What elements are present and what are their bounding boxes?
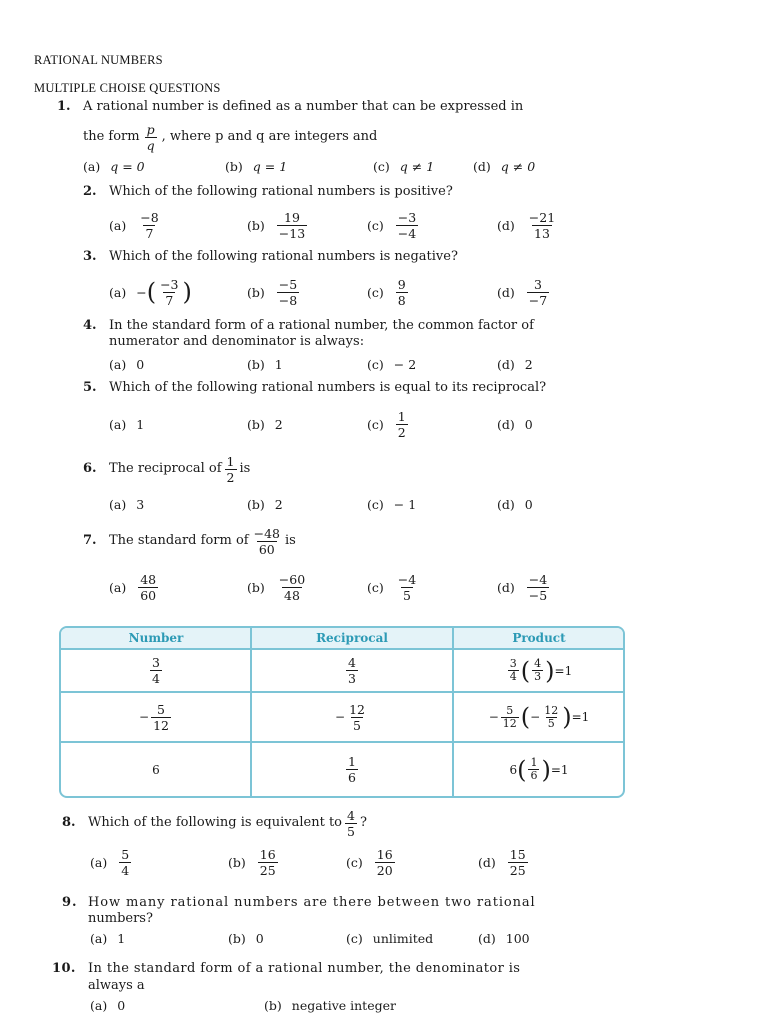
question-number: 3. <box>83 249 97 264</box>
option-a[interactable]: (a) 1 <box>90 930 126 946</box>
question-text: A rational number is defined as a number that can be expressed in <box>83 99 524 114</box>
question-7 <box>83 524 296 558</box>
option-d[interactable]: (d) 0 <box>497 416 533 432</box>
question-6 <box>83 452 250 486</box>
question-text: Which of the following is equivalent to <box>88 815 342 830</box>
option-c[interactable]: (c) q ≠ 1 <box>373 158 435 174</box>
option-b[interactable]: (b) $\frac{19}{-13}$ <box>247 209 306 241</box>
option-a[interactable]: (a) − ( $\frac{-3}{7}$ ) <box>109 276 192 308</box>
question-9 <box>62 895 536 911</box>
question-text: Which of the following rational numbers is negative? <box>109 249 458 264</box>
table-cell-number: $\frac{3}{4}$ <box>152 655 160 686</box>
question-5 <box>83 380 546 396</box>
question-number: 9. <box>62 895 78 910</box>
fraction: $\frac{-48}{60}$ <box>253 525 280 557</box>
question-4 <box>83 318 534 334</box>
question-4-line2: numerator and denominator is always: <box>109 334 365 349</box>
question-text: In the standard form of a rational number, the denominator is <box>88 961 521 976</box>
option-d[interactable]: (d) 2 <box>497 356 533 372</box>
table-cell-reciprocal: − $\frac{12}{5}$ <box>335 701 365 733</box>
option-c[interactable]: (c) − 2 <box>367 356 417 372</box>
option-a[interactable]: (a) 0 <box>90 997 126 1013</box>
option-d[interactable]: (d) $\frac{3}{-7}$ <box>497 276 548 308</box>
question-10-line2: always a <box>88 978 145 993</box>
page-title: RATIONAL NUMBERS <box>34 53 163 67</box>
option-b[interactable]: (b) 0 <box>228 930 264 946</box>
question-text: , where p and q are integers and <box>161 129 378 144</box>
question-text: The standard form of <box>109 533 249 548</box>
table-cell-product: 6 ( $\frac{1}{6}$ ) =1 <box>509 755 569 784</box>
option-a[interactable]: (a) q = 0 <box>83 158 145 174</box>
fraction: $\frac{1}{2}$ <box>226 453 235 485</box>
option-a[interactable]: (a) $\frac{-8}{7}$ <box>109 209 159 241</box>
table-cell-product: − $\frac{5}{12}$ ( − $\frac{12}{5}$ ) =1 <box>488 703 590 731</box>
option-d[interactable]: (d) 0 <box>497 496 533 512</box>
option-d[interactable]: (d) 100 <box>478 930 530 946</box>
table-cell-number: 6 <box>152 762 160 777</box>
fraction: $\frac{p}{q}$ <box>146 121 155 153</box>
option-c[interactable]: (c) − 1 <box>367 496 417 512</box>
question-text: is <box>284 533 296 548</box>
table-cell-reciprocal: $\frac{4}{3}$ <box>348 655 356 686</box>
question-text: The reciprocal of <box>109 461 222 476</box>
table-cell-reciprocal: $\frac{1}{6}$ <box>348 754 356 785</box>
fraction: $\frac{4}{5}$ <box>347 807 355 839</box>
question-number: 7. <box>83 533 97 548</box>
column-header-product: Product <box>453 628 625 648</box>
question-text: the form <box>83 129 140 144</box>
option-b[interactable]: (b) $\frac{-5}{-8}$ <box>247 276 298 308</box>
option-d[interactable]: (d) q ≠ 0 <box>473 158 536 174</box>
reciprocal-table <box>59 626 625 798</box>
option-d[interactable]: (d) $\frac{-21}{13}$ <box>497 209 556 241</box>
question-number: 2. <box>83 184 97 199</box>
column-header-number: Number <box>61 628 251 648</box>
table-cell-number: − $\frac{5}{12}$ <box>139 701 169 733</box>
question-10 <box>52 961 520 977</box>
option-a[interactable]: (a) 0 <box>109 356 145 372</box>
option-c[interactable]: (c) unlimited <box>346 930 434 946</box>
option-c[interactable]: (c) $\frac{9}{8}$ <box>367 276 406 308</box>
question-text: ? <box>359 815 367 830</box>
option-c[interactable]: (c) $\frac{-3}{-4}$ <box>367 209 417 241</box>
question-text: Which of the following rational numbers is equal to its reciprocal? <box>109 380 547 395</box>
option-b[interactable]: (b) q = 1 <box>225 158 288 174</box>
question-number: 10. <box>52 961 76 976</box>
question-9-line2: numbers? <box>88 911 153 926</box>
table-cell-product: $\frac{3}{4}$ ( $\frac{4}{3}$ ) =1 <box>509 656 573 685</box>
question-3 <box>83 249 458 265</box>
option-a[interactable]: (a) 3 <box>109 496 145 512</box>
option-c[interactable]: (c) $\frac{-4}{5}$ <box>367 571 417 603</box>
question-1 <box>57 99 523 115</box>
option-d[interactable]: (d) $\frac{15}{25}$ <box>478 846 526 878</box>
question-number: 8. <box>62 815 76 830</box>
question-text: Which of the following rational numbers is positive? <box>109 184 453 199</box>
question-number: 5. <box>83 380 97 395</box>
question-number: 4. <box>83 318 97 333</box>
option-b[interactable]: (b) 1 <box>247 356 283 372</box>
question-text: is <box>239 461 251 476</box>
option-a[interactable]: (a) $\frac{5}{4}$ <box>90 846 130 878</box>
question-2 <box>83 184 453 200</box>
option-b[interactable]: (b) $\frac{16}{25}$ <box>228 846 276 878</box>
option-d[interactable]: (d) $\frac{-4}{-5}$ <box>497 571 548 603</box>
option-c[interactable]: (c) $\frac{1}{2}$ <box>367 408 406 440</box>
question-8 <box>62 806 367 840</box>
option-a[interactable]: (a) $\frac{48}{60}$ <box>109 571 157 603</box>
question-number: 6. <box>83 461 97 476</box>
section-title: MULTIPLE CHOISE QUESTIONS <box>34 81 221 95</box>
option-c[interactable]: (c) $\frac{16}{20}$ <box>346 846 393 878</box>
option-a[interactable]: (a) 1 <box>109 416 145 432</box>
option-b[interactable]: (b) $\frac{-60}{48}$ <box>247 571 306 603</box>
question-text: How many rational numbers are there between two rational <box>88 895 536 910</box>
option-b[interactable]: (b) negative integer <box>264 997 396 1013</box>
column-header-reciprocal: Reciprocal <box>251 628 453 648</box>
question-text: In the standard form of a rational number, the common factor of <box>109 318 534 333</box>
question-number: 1. <box>57 99 71 114</box>
option-b[interactable]: (b) 2 <box>247 496 283 512</box>
option-b[interactable]: (b) 2 <box>247 416 283 432</box>
